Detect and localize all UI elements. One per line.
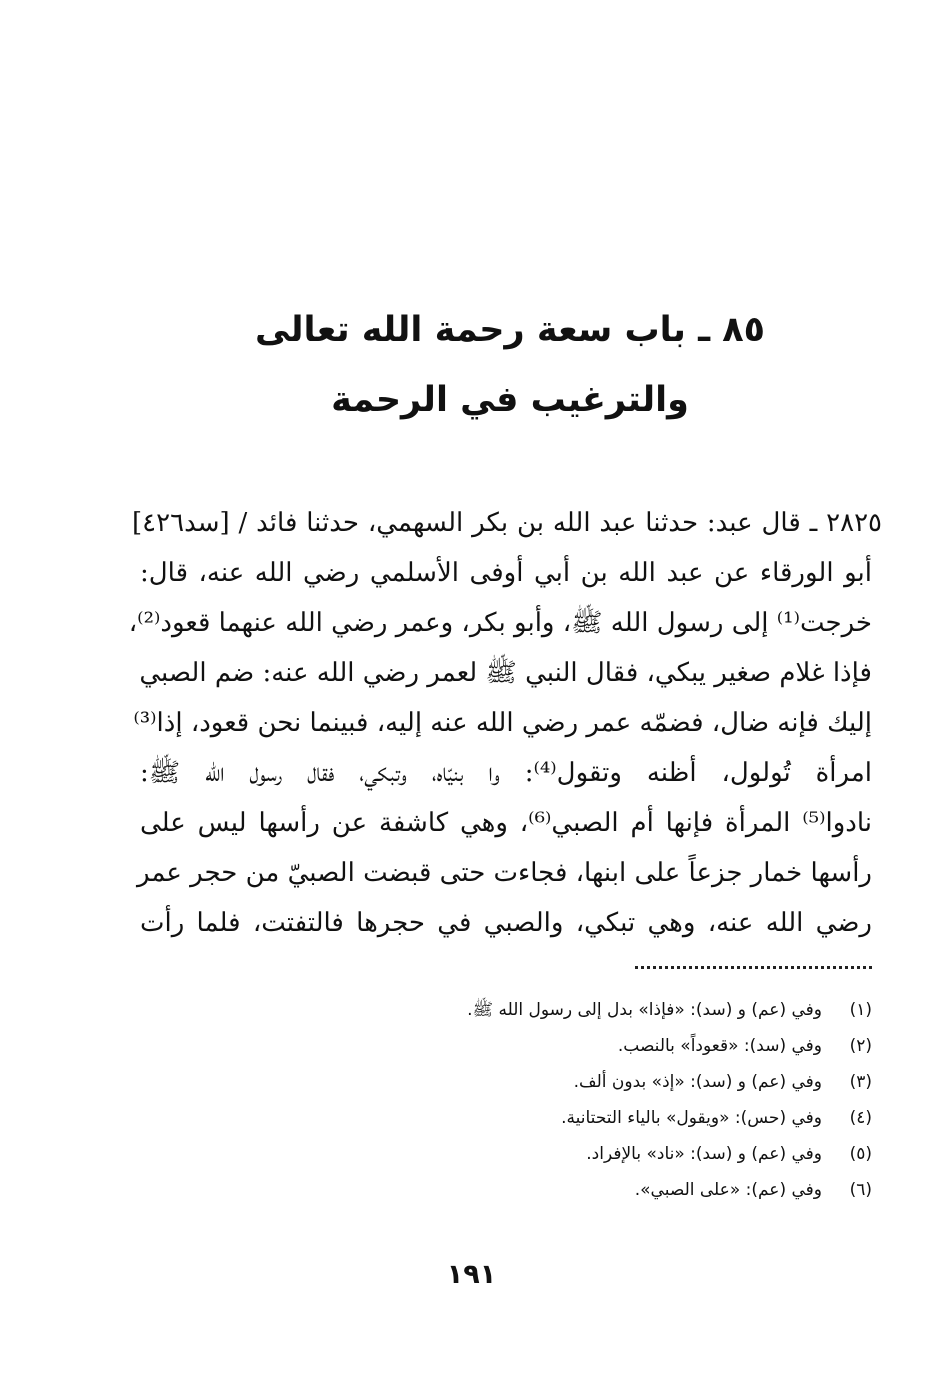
footnote-2	[618, 1031, 872, 1061]
body-line-2: أبو الورقاء عن عبد الله بن أبي أوفى الأسلمي رضي الله عنه، قال:	[140, 558, 872, 588]
footnote-number: (٤)	[849, 1108, 872, 1128]
footnote-4	[561, 1103, 872, 1133]
footnote-text: وفي (عم): «على الصبي».	[634, 1180, 822, 1200]
body-line-9: رضي الله عنه، وهي تبكي، والصبي في حجرها فالتفتت، فلما رأت	[140, 908, 872, 938]
footnote-text: وفي (عم) و (سد): «ناد» بالإفراد.	[586, 1144, 822, 1164]
footnote-5	[586, 1139, 872, 1169]
page-number: ١٩١	[446, 1259, 497, 1290]
footnote-1	[467, 995, 872, 1025]
footnote-separator	[635, 966, 872, 969]
footnote-text: وفي (حس): «ويقول» بالياء التحتانية.	[561, 1108, 822, 1128]
footnote-text: وفي (عم) و (سد): «إذ» بدون ألف.	[573, 1072, 822, 1092]
footnote-number: (١)	[849, 1000, 872, 1020]
footnote-number: (٥)	[849, 1144, 872, 1164]
hadith-text	[128, 500, 882, 950]
footnote-text: وفي (سد): «قعوداً» بالنصب.	[617, 1036, 822, 1056]
body-line-7: نادوا⁽⁵⁾ المرأة فإنها أم الصبي⁽⁶⁾، وهي كاشفة عن رأسها ليس على	[140, 808, 872, 838]
footnote-number: (٢)	[849, 1036, 872, 1056]
footnote-number: (٣)	[849, 1072, 872, 1092]
chapter-title-line-1: ٨٥ ـ باب سعة رحمة الله تعالى	[255, 310, 765, 350]
body-line-5: إليك فإنه ضال، فضمّه عمر رضي الله عنه إليه، فبينما نحن قعود، إذا⁽³⁾	[133, 708, 872, 738]
chapter-title-line-2: والترغيب في الرحمة	[331, 380, 689, 420]
body-line-1: ٢٨٢٥ ـ قال عبد: حدثنا عبد الله بن بكر السهمي، حدثنا فائد / [سد٤٢٦]	[132, 508, 882, 538]
body-line-6: امرأة تُولول، أظنه وتقول⁽⁴⁾: وا بنيّاه، وتبكي، فقال رسول الله ﷺ:	[140, 758, 872, 788]
footnote-3	[574, 1067, 872, 1097]
body-line-8: رأسها خمار جزعاً على ابنها، فجاءت حتى قبضت الصبيّ من حجر عمر	[136, 858, 872, 888]
footnote-number: (٦)	[849, 1180, 872, 1200]
body-line-4: فإذا غلام صغير يبكي، فقال النبي ﷺ لعمر رضي الله عنه: ضم الصبي	[139, 658, 872, 688]
footnote-text: وفي (عم) و (سد): «فإذا» بدل إلى رسول الله ﷺ.	[467, 1000, 822, 1020]
body-line-3: خرجت⁽¹⁾ إلى رسول الله ﷺ، وأبو بكر، وعمر رضي الله عنهما قعود⁽²⁾،	[128, 608, 872, 638]
footnote-6	[635, 1175, 872, 1205]
